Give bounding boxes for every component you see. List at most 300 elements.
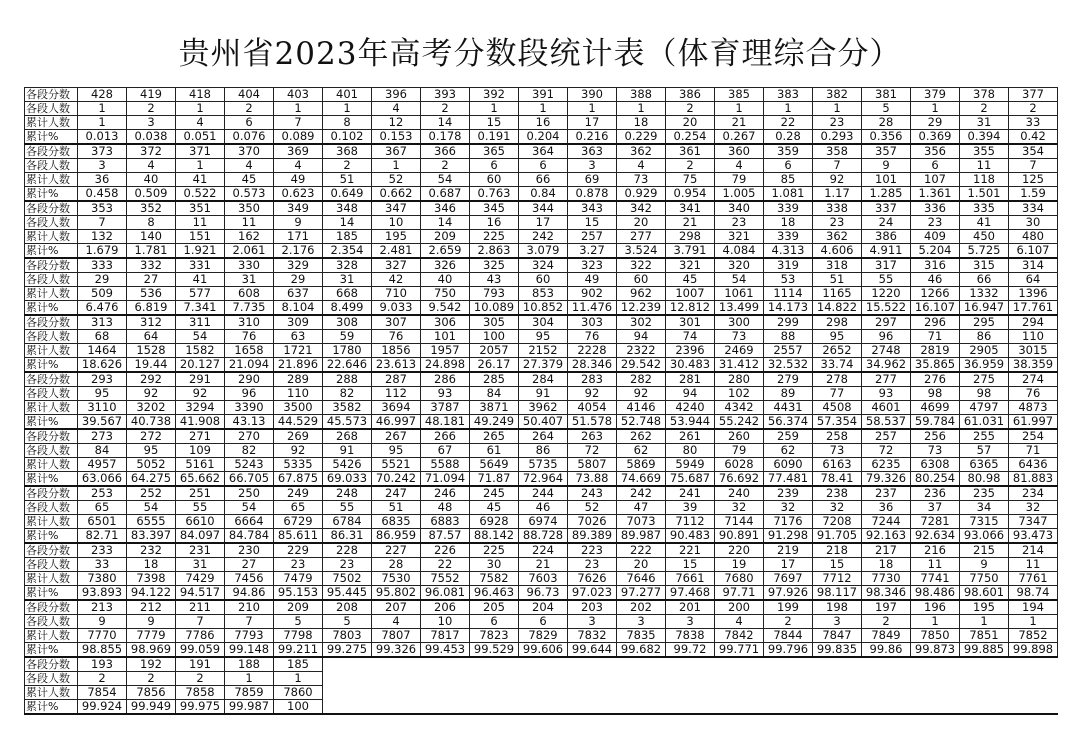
empty-cell (617, 700, 666, 715)
table-cell: 96 (225, 387, 274, 401)
table-cell: 49 (568, 273, 617, 287)
table-cell: 228 (323, 543, 372, 558)
table-cell: 261 (666, 429, 715, 444)
row-label: 累计% (25, 130, 78, 145)
table-cell: 264 (519, 429, 568, 444)
empty-cell (862, 700, 911, 715)
table-cell: 84 (78, 444, 127, 458)
table-cell: 208 (323, 600, 372, 615)
table-cell: 4 (127, 159, 176, 173)
empty-cell (960, 686, 1009, 700)
empty-cell (372, 657, 421, 672)
table-cell: 7823 (470, 629, 519, 643)
table-cell: 41 (176, 173, 225, 187)
table-cell: 5052 (127, 458, 176, 472)
table-cell: 45 (470, 501, 519, 515)
table-cell: 37 (911, 501, 960, 515)
table-cell: 1658 (225, 344, 274, 358)
table-cell: 7 (813, 159, 862, 173)
table-cell: 2322 (617, 344, 666, 358)
table-cell: 7176 (764, 515, 813, 529)
table-cell: 98.346 (862, 586, 911, 601)
table-cell: 96.463 (470, 586, 519, 601)
table-cell: 5243 (225, 458, 274, 472)
table-cell: 7456 (225, 572, 274, 586)
cumulative-count-row (25, 458, 1058, 472)
table-cell: 76 (1009, 387, 1058, 401)
table-cell: 391 (519, 88, 568, 102)
table-cell: 3110 (78, 401, 127, 415)
table-cell: 355 (960, 144, 1009, 159)
table-cell: 238 (813, 486, 862, 501)
table-cell: 4957 (78, 458, 127, 472)
table-cell: 3 (617, 615, 666, 629)
table-cell: 96.081 (421, 586, 470, 601)
table-cell: 99.644 (568, 643, 617, 658)
cumulative-count-row (25, 401, 1058, 415)
table-cell: 7770 (78, 629, 127, 643)
table-cell: 20 (617, 558, 666, 572)
table-cell: 99.796 (764, 643, 813, 658)
table-cell: 98 (960, 387, 1009, 401)
cumulative-percent-row (25, 415, 1058, 430)
table-cell: 35.865 (911, 358, 960, 373)
table-cell: 258 (813, 429, 862, 444)
table-cell: 92 (813, 173, 862, 187)
table-cell: 257 (568, 230, 617, 244)
table-cell: 45 (225, 173, 274, 187)
table-cell: 54 (127, 501, 176, 515)
table-cell: 101 (862, 173, 911, 187)
table-cell: 303 (568, 315, 617, 330)
cumulative-count-row (25, 515, 1058, 529)
table-cell: 363 (568, 144, 617, 159)
table-cell: 321 (666, 258, 715, 273)
row-label: 累计% (25, 529, 78, 544)
table-cell: 51 (813, 273, 862, 287)
table-cell: 5735 (519, 458, 568, 472)
table-cell: 54 (421, 173, 470, 187)
table-cell: 85.611 (274, 529, 323, 544)
table-cell: 95 (519, 330, 568, 344)
table-cell: 668 (323, 287, 372, 301)
table-cell: 286 (421, 372, 470, 387)
table-cell: 1464 (78, 344, 127, 358)
table-cell: 99.898 (1009, 643, 1058, 658)
table-cell: 42 (372, 273, 421, 287)
table-cell: 9.542 (421, 301, 470, 316)
table-cell: 246 (421, 486, 470, 501)
cumulative-count-row (25, 173, 1058, 187)
table-cell: 75.687 (666, 472, 715, 487)
table-cell: 32 (813, 501, 862, 515)
table-cell: 0.178 (421, 130, 470, 145)
table-cell: 250 (225, 486, 274, 501)
table-cell: 0.267 (715, 130, 764, 145)
empty-cell (862, 657, 911, 672)
table-cell: 29 (78, 273, 127, 287)
table-cell: 3871 (470, 401, 519, 415)
table-cell: 244 (519, 486, 568, 501)
score-row (25, 144, 1058, 159)
score-row (25, 201, 1058, 216)
table-cell: 6928 (470, 515, 519, 529)
table-cell: 1.285 (862, 187, 911, 202)
table-cell: 227 (372, 543, 421, 558)
table-cell: 331 (176, 258, 225, 273)
table-cell: 40.738 (127, 415, 176, 430)
table-cell: 6555 (127, 515, 176, 529)
table-cell: 151 (176, 230, 225, 244)
table-cell: 1 (225, 672, 274, 686)
table-cell: 536 (127, 287, 176, 301)
table-cell: 8.499 (323, 301, 372, 316)
table-cell: 234 (1009, 486, 1058, 501)
table-cell: 9.033 (372, 301, 421, 316)
empty-cell (813, 700, 862, 715)
table-cell: 2 (176, 672, 225, 686)
table-cell: 101 (421, 330, 470, 344)
table-cell: 336 (911, 201, 960, 216)
table-cell: 3202 (127, 401, 176, 415)
table-cell: 7552 (421, 572, 470, 586)
empty-cell (568, 672, 617, 686)
cumulative-percent-row (25, 187, 1058, 202)
table-cell: 7832 (568, 629, 617, 643)
table-cell: 195 (960, 600, 1009, 615)
table-cell: 93 (862, 387, 911, 401)
table-cell: 409 (911, 230, 960, 244)
table-cell: 7.735 (225, 301, 274, 316)
table-cell: 273 (78, 429, 127, 444)
table-cell: 82.71 (78, 529, 127, 544)
table-cell: 240 (715, 486, 764, 501)
table-cell: 50.407 (519, 415, 568, 430)
table-cell: 7786 (176, 629, 225, 643)
table-cell: 7.341 (176, 301, 225, 316)
table-cell: 23 (911, 216, 960, 230)
table-cell: 51.578 (568, 415, 617, 430)
empty-cell (323, 672, 372, 686)
table-cell: 6729 (274, 515, 323, 529)
empty-cell (519, 686, 568, 700)
empty-cell (1009, 657, 1058, 672)
table-cell: 102 (715, 387, 764, 401)
row-label: 累计人数 (25, 173, 78, 187)
table-cell: 8 (127, 216, 176, 230)
table-cell: 225 (470, 230, 519, 244)
table-cell: 15 (568, 216, 617, 230)
table-cell: 6090 (764, 458, 813, 472)
empty-cell (323, 657, 372, 672)
table-cell: 118 (960, 173, 1009, 187)
table-cell: 7502 (323, 572, 372, 586)
table-cell: 4146 (617, 401, 666, 415)
cumulative-percent-row (25, 472, 1058, 487)
table-cell: 36 (862, 501, 911, 515)
table-cell: 86.31 (323, 529, 372, 544)
table-cell: 231 (176, 543, 225, 558)
row-label: 各段分数 (25, 600, 78, 615)
table-cell: 2 (421, 159, 470, 173)
cumulative-count-row (25, 287, 1058, 301)
table-cell: 1 (1009, 615, 1058, 629)
table-cell: 21 (715, 116, 764, 130)
table-cell: 30 (1009, 216, 1058, 230)
table-cell: 196 (911, 600, 960, 615)
table-cell: 64.275 (127, 472, 176, 487)
table-cell: 7479 (274, 572, 323, 586)
table-cell: 76 (568, 330, 617, 344)
table-cell: 2 (127, 672, 176, 686)
table-cell: 99.211 (274, 643, 323, 658)
row-label: 累计% (25, 586, 78, 601)
table-cell: 7 (274, 116, 323, 130)
table-cell: 202 (617, 600, 666, 615)
table-cell: 243 (568, 486, 617, 501)
table-cell: 185 (274, 657, 323, 672)
table-cell: 99.924 (78, 700, 127, 715)
table-cell: 304 (519, 315, 568, 330)
table-cell: 577 (176, 287, 225, 301)
row-label: 各段人数 (25, 387, 78, 401)
table-cell: 4431 (764, 401, 813, 415)
table-cell: 280 (715, 372, 764, 387)
table-cell: 18 (127, 558, 176, 572)
table-cell: 4240 (666, 401, 715, 415)
table-cell: 3015 (1009, 344, 1058, 358)
table-cell: 6501 (78, 515, 127, 529)
table-cell: 287 (372, 372, 421, 387)
table-cell: 6028 (715, 458, 764, 472)
table-cell: 239 (764, 486, 813, 501)
table-cell: 99.771 (715, 643, 764, 658)
table-cell: 5426 (323, 458, 372, 472)
table-cell: 93.893 (78, 586, 127, 601)
table-cell: 197 (862, 600, 911, 615)
table-cell: 8 (323, 116, 372, 130)
table-cell: 7680 (715, 572, 764, 586)
table-cell: 340 (715, 201, 764, 216)
table-cell: 3 (127, 116, 176, 130)
table-cell: 0.089 (274, 130, 323, 145)
table-cell: 21.896 (274, 358, 323, 373)
table-cell: 99.148 (225, 643, 274, 658)
table-cell: 15 (813, 558, 862, 572)
table-cell: 7530 (372, 572, 421, 586)
table-cell: 350 (225, 201, 274, 216)
table-cell: 4 (225, 159, 274, 173)
row-label: 累计人数 (25, 401, 78, 415)
table-cell: 96 (862, 330, 911, 344)
table-cell: 220 (715, 543, 764, 558)
table-cell: 1.17 (813, 187, 862, 202)
score-row (25, 258, 1058, 273)
table-cell: 99.835 (813, 643, 862, 658)
table-cell: 902 (568, 287, 617, 301)
table-cell: 7741 (911, 572, 960, 586)
table-cell: 1 (813, 102, 862, 116)
table-cell: 302 (617, 315, 666, 330)
row-label: 累计% (25, 472, 78, 487)
table-cell: 71 (911, 330, 960, 344)
table-cell: 269 (274, 429, 323, 444)
table-cell: 310 (225, 315, 274, 330)
table-cell: 43.13 (225, 415, 274, 430)
table-cell: 288 (323, 372, 372, 387)
table-cell: 359 (764, 144, 813, 159)
table-cell: 18 (617, 116, 666, 130)
table-cell: 91 (519, 387, 568, 401)
table-cell: 7315 (960, 515, 1009, 529)
row-label: 累计% (25, 301, 78, 316)
table-cell: 323 (568, 258, 617, 273)
table-cell: 2652 (813, 344, 862, 358)
table-cell: 6235 (862, 458, 911, 472)
table-cell: 241 (666, 486, 715, 501)
table-cell: 38.359 (1009, 358, 1058, 373)
table-cell: 1266 (911, 287, 960, 301)
table-cell: 7761 (1009, 572, 1058, 586)
table-cell: 271 (176, 429, 225, 444)
table-cell: 92 (568, 387, 617, 401)
table-cell: 100 (470, 330, 519, 344)
table-cell: 95 (78, 387, 127, 401)
empty-cell (813, 672, 862, 686)
empty-cell (813, 686, 862, 700)
table-cell: 354 (1009, 144, 1058, 159)
score-distribution-table (24, 87, 1058, 715)
table-cell: 298 (666, 230, 715, 244)
table-cell: 109 (176, 444, 225, 458)
table-cell: 212 (127, 600, 176, 615)
table-cell: 7750 (960, 572, 1009, 586)
table-cell: 213 (78, 600, 127, 615)
table-cell: 7852 (1009, 629, 1058, 643)
cumulative-count-row (25, 629, 1058, 643)
table-cell: 327 (372, 258, 421, 273)
table-cell: 5521 (372, 458, 421, 472)
table-cell: 1 (470, 102, 519, 116)
table-cell: 362 (813, 230, 862, 244)
table-cell: 99.275 (323, 643, 372, 658)
table-cell: 14 (421, 116, 470, 130)
table-cell: 9 (78, 615, 127, 629)
table-cell: 2.863 (470, 244, 519, 259)
table-cell: 356 (911, 144, 960, 159)
table-cell: 7779 (127, 629, 176, 643)
table-cell: 3 (78, 159, 127, 173)
table-cell: 401 (323, 88, 372, 102)
table-cell: 369 (274, 144, 323, 159)
table-cell: 1396 (1009, 287, 1058, 301)
table-cell: 10.852 (519, 301, 568, 316)
table-cell: 15.522 (862, 301, 911, 316)
table-cell: 260 (715, 429, 764, 444)
row-label: 累计% (25, 244, 78, 259)
table-cell: 67.875 (274, 472, 323, 487)
table-cell: 311 (176, 315, 225, 330)
table-cell: 396 (372, 88, 421, 102)
table-cell: 28 (862, 116, 911, 130)
empty-cell (911, 686, 960, 700)
table-cell: 92 (617, 387, 666, 401)
row-label: 各段分数 (25, 429, 78, 444)
table-cell: 3582 (323, 401, 372, 415)
table-cell: 16.947 (960, 301, 1009, 316)
empty-cell (568, 657, 617, 672)
table-cell: 95.802 (372, 586, 421, 601)
table-cell: 97.023 (568, 586, 617, 601)
table-cell: 41 (960, 216, 1009, 230)
table-cell: 312 (127, 315, 176, 330)
table-cell: 24.898 (421, 358, 470, 373)
table-cell: 99.975 (176, 700, 225, 715)
empty-cell (323, 700, 372, 715)
table-cell: 1165 (813, 287, 862, 301)
table-cell: 84.097 (176, 529, 225, 544)
table-cell: 378 (960, 88, 1009, 102)
cumulative-percent-row (25, 130, 1058, 145)
table-cell: 62 (617, 444, 666, 458)
table-cell: 22 (764, 116, 813, 130)
count-row (25, 558, 1058, 572)
table-cell: 162 (225, 230, 274, 244)
table-cell: 211 (176, 600, 225, 615)
table-cell: 10.089 (470, 301, 519, 316)
table-cell: 61.031 (960, 415, 1009, 430)
table-cell: 47 (617, 501, 666, 515)
table-cell: 1 (274, 102, 323, 116)
table-cell: 268 (323, 429, 372, 444)
table-cell: 383 (764, 88, 813, 102)
table-cell: 10 (372, 216, 421, 230)
table-cell: 341 (666, 201, 715, 216)
table-cell: 1 (911, 615, 960, 629)
table-cell: 219 (764, 543, 813, 558)
table-cell: 39 (666, 501, 715, 515)
table-cell: 388 (617, 88, 666, 102)
table-cell: 82 (323, 387, 372, 401)
table-cell: 94 (617, 330, 666, 344)
table-cell: 95 (127, 444, 176, 458)
table-cell: 52 (568, 501, 617, 515)
empty-cell (519, 700, 568, 715)
table-cell: 293 (78, 372, 127, 387)
table-cell: 279 (764, 372, 813, 387)
table-cell: 188 (225, 657, 274, 672)
table-cell: 185 (323, 230, 372, 244)
cumulative-percent-row (25, 358, 1058, 373)
table-cell: 7073 (617, 515, 666, 529)
table-cell: 55 (862, 273, 911, 287)
table-cell: 110 (1009, 330, 1058, 344)
table-cell: 330 (225, 258, 274, 273)
table-cell: 6883 (421, 515, 470, 529)
row-label: 各段人数 (25, 159, 78, 173)
table-cell: 326 (421, 258, 470, 273)
table-cell: 62 (764, 444, 813, 458)
table-cell: 249 (274, 486, 323, 501)
score-row (25, 429, 1058, 444)
count-row (25, 159, 1058, 173)
table-cell: 404 (225, 88, 274, 102)
table-cell: 298 (813, 315, 862, 330)
table-cell: 209 (421, 230, 470, 244)
table-cell: 1 (274, 672, 323, 686)
table-cell: 2 (666, 159, 715, 173)
table-cell: 70.242 (372, 472, 421, 487)
